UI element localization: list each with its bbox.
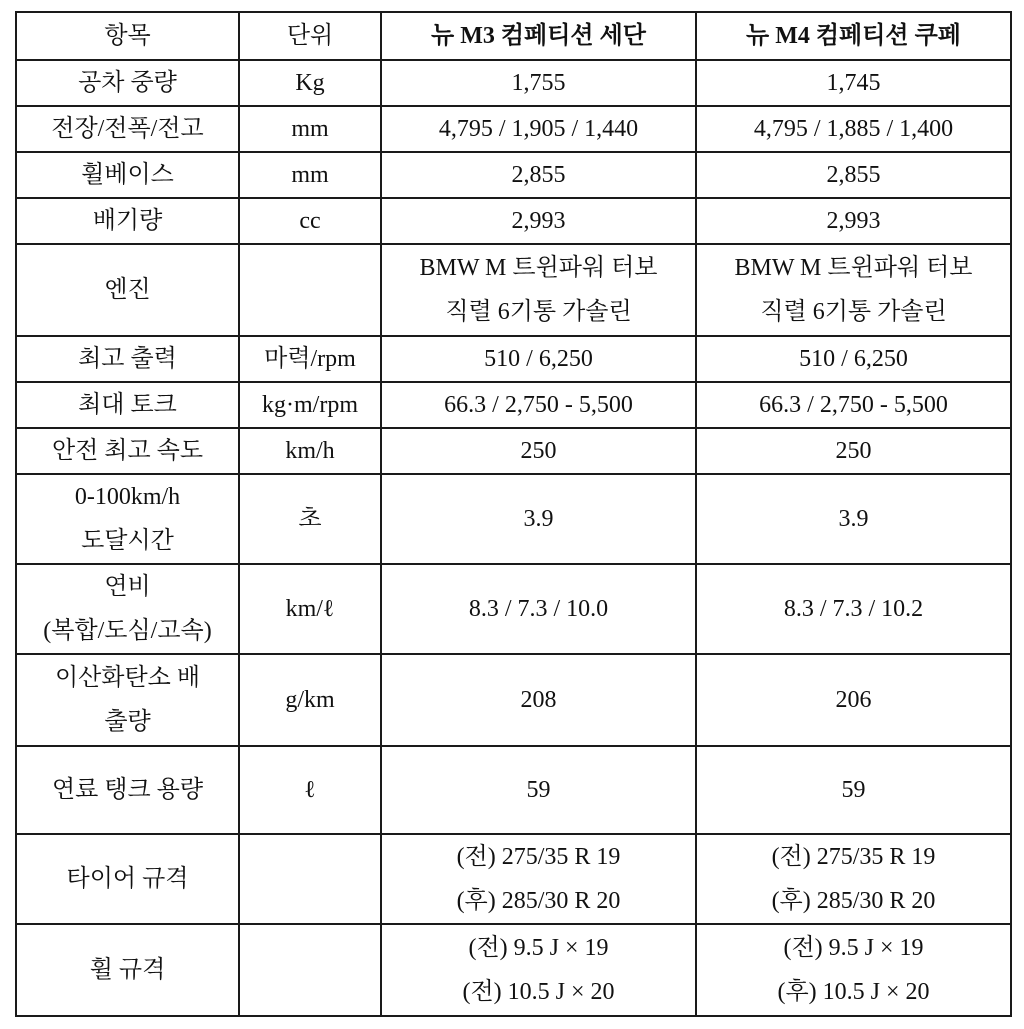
item-cell	[16, 152, 239, 198]
m3-value-cell-line: 59	[526, 777, 551, 803]
m4-value-cell	[696, 244, 1011, 336]
unit-cell: 마력/rpm	[239, 336, 381, 382]
item-cell	[16, 60, 239, 106]
header-unit: 단위	[239, 12, 381, 60]
m3-value-cell-line: 1,755	[511, 70, 566, 96]
item-cell	[16, 198, 239, 244]
m3-value-cell-line: (전) 10.5 J × 20	[462, 979, 615, 1005]
item-cell-line: 안전 최고 속도	[51, 438, 204, 464]
item-cell-line: 휠 규격	[89, 957, 166, 983]
unit-cell	[239, 834, 381, 924]
table-row	[16, 746, 1011, 834]
m4-value-cell-line: 66.3 / 2,750 - 5,500	[759, 392, 948, 418]
m4-value-cell-line: 206	[835, 687, 872, 713]
item-cell	[16, 382, 239, 428]
header-m4: 뉴 M4 컴페티션 쿠페	[696, 12, 1011, 60]
item-cell	[16, 244, 239, 336]
item-cell	[16, 564, 239, 654]
m4-value-cell	[696, 654, 1011, 746]
item-cell	[16, 834, 239, 924]
m3-value-cell	[381, 654, 696, 746]
m4-value-cell	[696, 834, 1011, 924]
m4-value-cell-line: (전) 9.5 J × 19	[783, 935, 924, 961]
m3-value-cell-line: 3.9	[523, 506, 554, 532]
m4-value-cell	[696, 336, 1011, 382]
table-row	[16, 924, 1011, 1016]
item-cell	[16, 746, 239, 834]
m3-value-cell	[381, 428, 696, 474]
m4-value-cell-line: (전) 275/35 R 19	[771, 844, 936, 870]
m4-value-cell	[696, 152, 1011, 198]
header-m3: 뉴 M3 컴페티션 세단	[381, 12, 696, 60]
m4-value-cell-line: BMW M 트윈파워 터보	[734, 255, 973, 281]
header-item: 항목	[16, 12, 239, 60]
unit-cell: kg·m/rpm	[239, 382, 381, 428]
m4-value-cell-line: (후) 285/30 R 20	[771, 888, 936, 914]
table-row	[16, 106, 1011, 152]
item-cell-line: 최대 토크	[78, 392, 177, 418]
header-row	[16, 12, 1011, 60]
m4-value-cell-line: 250	[835, 438, 872, 464]
table-row	[16, 474, 1011, 564]
item-cell-line: 0-100km/h	[74, 484, 181, 510]
m4-value-cell	[696, 382, 1011, 428]
item-cell-line: 연료 탱크 용량	[51, 777, 204, 803]
m3-value-cell-line: (후) 285/30 R 20	[456, 888, 621, 914]
m4-value-cell	[696, 924, 1011, 1016]
m4-value-cell	[696, 564, 1011, 654]
table-row	[16, 834, 1011, 924]
m3-value-cell-line: 4,795 / 1,905 / 1,440	[438, 116, 639, 142]
m3-value-cell-line: (전) 275/35 R 19	[456, 844, 621, 870]
m4-value-cell-line: 510 / 6,250	[799, 346, 908, 372]
m3-value-cell	[381, 60, 696, 106]
item-cell	[16, 474, 239, 564]
m3-value-cell	[381, 834, 696, 924]
unit-cell: Kg	[239, 60, 381, 106]
m3-value-cell	[381, 244, 696, 336]
m3-value-cell-line: 510 / 6,250	[484, 346, 593, 372]
m4-value-cell	[696, 198, 1011, 244]
m3-value-cell	[381, 382, 696, 428]
m4-value-cell-line: 3.9	[838, 506, 869, 532]
m3-value-cell-line: 2,993	[511, 208, 566, 234]
item-cell-line: 엔진	[104, 277, 151, 303]
m3-value-cell	[381, 924, 696, 1016]
unit-cell	[239, 924, 381, 1016]
table-row	[16, 428, 1011, 474]
unit-cell	[239, 244, 381, 336]
item-cell-line: (복합/도심/고속)	[43, 618, 212, 644]
item-cell-line: 타이어 규격	[66, 866, 189, 892]
m3-value-cell-line: 208	[520, 687, 557, 713]
m3-value-cell-line: 66.3 / 2,750 - 5,500	[444, 392, 633, 418]
unit-cell: 초	[239, 474, 381, 564]
unit-cell: cc	[239, 198, 381, 244]
spec-table	[15, 11, 1012, 1017]
m3-value-cell-line: (전) 9.5 J × 19	[468, 935, 609, 961]
m3-value-cell-line: 250	[520, 438, 557, 464]
unit-cell: ℓ	[239, 746, 381, 834]
m4-value-cell-line: 59	[841, 777, 866, 803]
unit-cell: km/ℓ	[239, 564, 381, 654]
item-cell	[16, 924, 239, 1016]
item-cell	[16, 106, 239, 152]
m4-value-cell	[696, 746, 1011, 834]
unit-cell: mm	[239, 152, 381, 198]
m4-value-cell-line: 2,855	[826, 162, 881, 188]
table-row	[16, 654, 1011, 746]
table-row	[16, 198, 1011, 244]
item-cell-line: 공차 중량	[78, 70, 177, 96]
item-cell	[16, 654, 239, 746]
m4-value-cell-line: (후) 10.5 J × 20	[777, 979, 930, 1005]
m4-value-cell-line: 8.3 / 7.3 / 10.2	[783, 596, 924, 622]
item-cell-line: 전장/전폭/전고	[51, 116, 204, 142]
m3-value-cell-line: 직렬 6기통 가솔린	[445, 299, 632, 325]
m4-value-cell	[696, 60, 1011, 106]
m3-value-cell	[381, 106, 696, 152]
m4-value-cell	[696, 428, 1011, 474]
m4-value-cell-line: 2,993	[826, 208, 881, 234]
m4-value-cell	[696, 474, 1011, 564]
m3-value-cell-line: 8.3 / 7.3 / 10.0	[468, 596, 609, 622]
unit-cell: g/km	[239, 654, 381, 746]
m4-value-cell	[696, 106, 1011, 152]
m3-value-cell	[381, 152, 696, 198]
item-cell-line: 연비	[104, 574, 151, 600]
table-row	[16, 564, 1011, 654]
unit-cell: km/h	[239, 428, 381, 474]
m3-value-cell-line: BMW M 트윈파워 터보	[419, 255, 658, 281]
m3-value-cell	[381, 474, 696, 564]
m3-value-cell-line: 2,855	[511, 162, 566, 188]
m4-value-cell-line: 4,795 / 1,885 / 1,400	[753, 116, 954, 142]
table-row	[16, 60, 1011, 106]
m3-value-cell	[381, 564, 696, 654]
m4-value-cell-line: 1,745	[826, 70, 881, 96]
m3-value-cell	[381, 336, 696, 382]
item-cell-line: 출량	[104, 709, 151, 735]
item-cell-line: 도달시간	[81, 528, 174, 554]
m3-value-cell	[381, 198, 696, 244]
item-cell	[16, 428, 239, 474]
item-cell-line: 최고 출력	[78, 346, 177, 372]
item-cell-line: 휠베이스	[81, 162, 174, 188]
m4-value-cell-line: 직렬 6기통 가솔린	[760, 299, 947, 325]
item-cell-line: 이산화탄소 배	[54, 665, 201, 691]
item-cell-line: 배기량	[92, 208, 163, 234]
table-row	[16, 152, 1011, 198]
m3-value-cell	[381, 746, 696, 834]
table-row	[16, 382, 1011, 428]
unit-cell: mm	[239, 106, 381, 152]
item-cell	[16, 336, 239, 382]
table-row	[16, 336, 1011, 382]
table-row	[16, 244, 1011, 336]
